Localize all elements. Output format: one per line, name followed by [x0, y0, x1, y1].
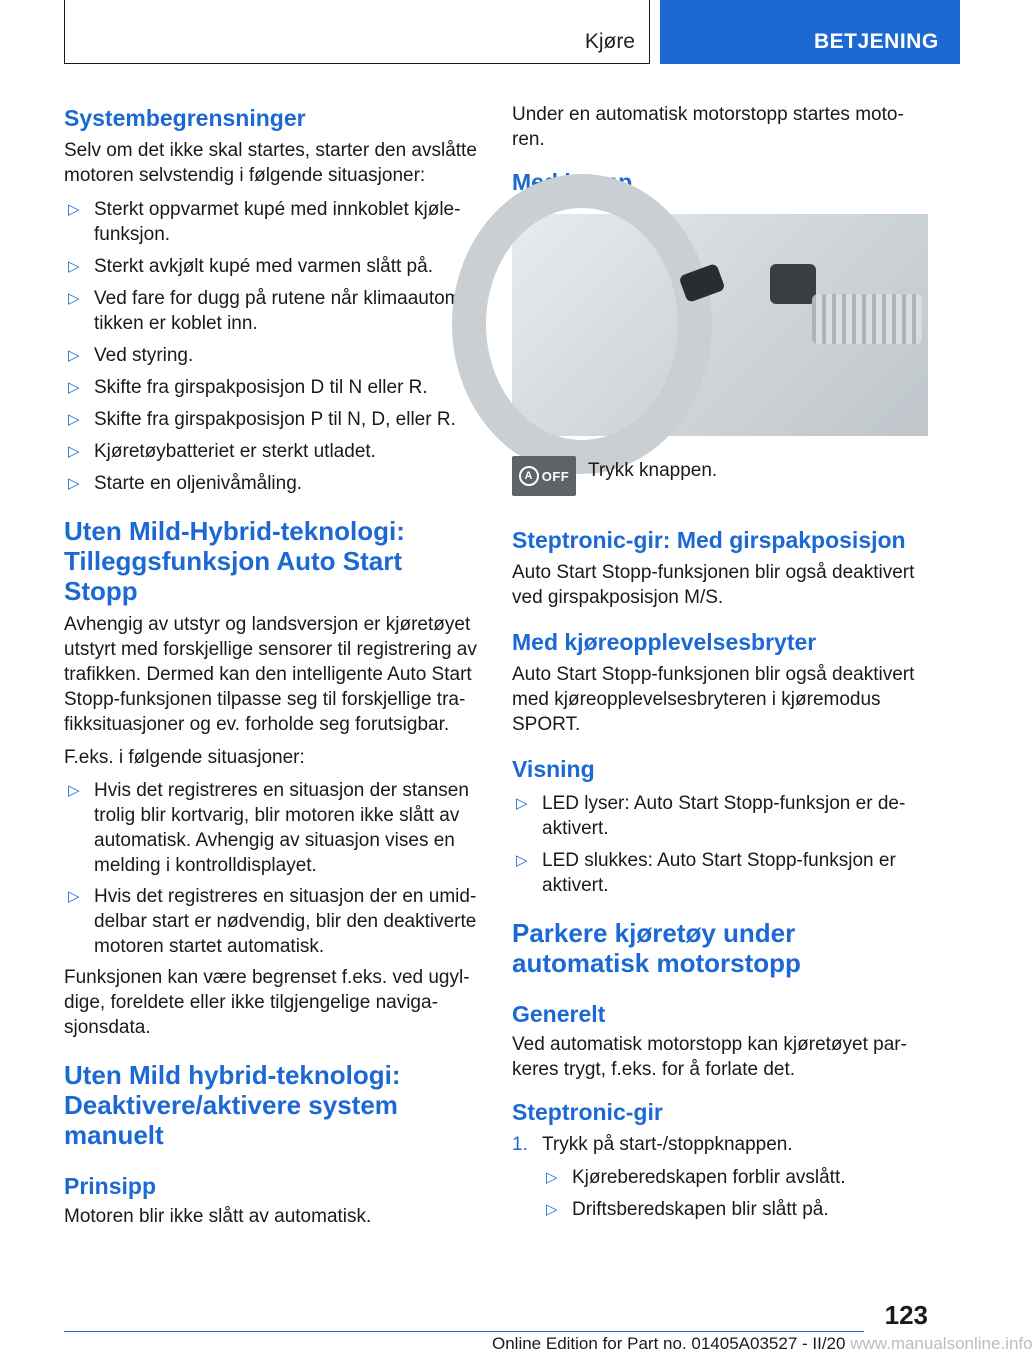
footer-edition — [492, 1334, 1033, 1354]
paragraph-generelt: Ved automatisk motorstopp kan kjøretøyet par-keres trygt, f.eks. for å forlate det. — [512, 1034, 907, 1080]
list-item: ▷ Sterkt oppvarmet kupé med innkoblet kjøle-funksjon. — [68, 199, 461, 245]
triangle-bullet-icon: ▷ — [68, 290, 80, 307]
heading-steptronic-gir: Steptronic-gir — [512, 1099, 663, 1125]
triangle-bullet-icon: ▷ — [68, 258, 80, 275]
header-section-tab — [660, 0, 960, 64]
triangle-bullet-icon: ▷ — [68, 443, 80, 460]
triangle-bullet-icon: ▷ — [68, 782, 80, 799]
heading-visning: Visning — [512, 756, 595, 782]
button-panel-shape — [770, 264, 816, 304]
list-item: ▷ Kjøreberedskapen forblir avslått. — [546, 1167, 846, 1188]
header-chapter: Kjøre — [584, 30, 635, 53]
list-item: ▷ Starte en oljenivåmåling. — [68, 473, 303, 494]
steering-wheel-shape — [452, 174, 712, 474]
header-section: BETJENING — [814, 30, 939, 53]
button-instruction — [512, 456, 928, 504]
triangle-bullet-icon: ▷ — [68, 201, 80, 218]
paragraph-examples-label: F.eks. i følgende situasjoner: — [64, 747, 305, 768]
heading-generelt: Generelt — [512, 1001, 606, 1027]
edition-text: Online Edition for Part no. 01405A03527 - II/20 — [492, 1334, 846, 1353]
triangle-bullet-icon: ▷ — [546, 1169, 558, 1186]
heading-steptronic-girspak: Steptronic-gir: Med girspakposisjon — [512, 527, 906, 553]
triangle-bullet-icon: ▷ — [68, 411, 80, 428]
dashboard-photo — [512, 214, 928, 436]
heading-parkere: Parkere kjøretøy under automatisk motorstopp — [512, 918, 801, 978]
list-item: ▷ Skifte fra girspakposisjon D til N eller R. — [68, 377, 428, 398]
heading-prinsipp: Prinsipp — [64, 1173, 157, 1199]
step-number: 1. — [512, 1134, 528, 1155]
paragraph-tilleggsfunksjon-outro: Funksjonen kan være begrenset f.eks. ved ugyl-dige, foreldete eller ikke tilgjengelige naviga-sjonsdata. — [64, 967, 470, 1038]
list-item: ▷ Kjøretøybatteriet er sterkt utladet. — [68, 441, 376, 462]
triangle-bullet-icon: ▷ — [68, 379, 80, 396]
paragraph-intro: Under en automatisk motorstopp startes moto-ren. — [512, 104, 904, 150]
paragraph-kjoreopplevelse: Auto Start Stopp-funksjonen blir også deaktivert med kjøreopplevelsesbryteren i kjøremodus SPORT. — [512, 664, 915, 735]
list-visning — [512, 791, 928, 898]
paragraph-tilleggsfunksjon: Avhengig av utstyr og landsversjon er kjøretøyet utstyrt med forskjellige sensorer til registrering av trafikken. Dermed kan den intelligente Auto Start Stopp-funksjonen tilpasse seg til forskjellige tra-fikksituasjoner og ev. forholde seg forutsigbar. — [64, 614, 477, 735]
watermark-text: www.manualsonline.info — [850, 1334, 1033, 1353]
list-item: ▷ Ved fare for dugg på rutene når klimaautoma-tikken er koblet inn. — [68, 288, 478, 334]
list-item: ▷ LED lyser: Auto Start Stopp-funksjon er de-aktivert. — [516, 793, 906, 839]
page-header — [0, 0, 960, 66]
heading-med-knapp: Med knapp — [512, 169, 633, 195]
list-tilleggsfunksjon — [64, 778, 480, 959]
air-vent-shape — [812, 294, 922, 344]
list-item: ▷ Skifte fra girspakposisjon P til N, D, eller R. — [68, 409, 456, 430]
paragraph-steptronic-girspak: Auto Start Stopp-funksjonen blir også deaktivert ved girspakposisjon M/S. — [512, 562, 915, 608]
list-systembegrensninger — [64, 197, 480, 496]
list-item: ▷ Driftsberedskapen blir slått på. — [546, 1199, 829, 1220]
triangle-bullet-icon: ▷ — [68, 475, 80, 492]
footer-divider — [64, 1331, 864, 1332]
list-steptronic-steps — [512, 1132, 928, 1157]
heading-kjoreopplevelse: Med kjøreopplevelsesbryter — [512, 629, 817, 655]
list-item: ▷ Ved styring. — [68, 345, 194, 366]
auto-a-glyph-icon: A — [519, 466, 539, 486]
heading-systembegrensninger: Systembegrensninger — [64, 105, 306, 131]
list-item: ▷ LED slukkes: Auto Start Stopp-funksjon er aktivert. — [516, 850, 896, 896]
header-chapter-box — [64, 0, 650, 64]
triangle-bullet-icon: ▷ — [516, 795, 528, 812]
triangle-bullet-icon: ▷ — [68, 888, 80, 905]
auto-start-stop-off-icon: A OFF — [512, 456, 576, 496]
page-number: 123 — [884, 1300, 928, 1330]
triangle-bullet-icon: ▷ — [516, 852, 528, 869]
list-item: 1. Trykk på start-/stoppknappen. — [512, 1134, 793, 1155]
paragraph-systembegrensninger: Selv om det ikke skal startes, starter den avslåtte motoren selvstendig i følgende situasjoner: — [64, 140, 477, 186]
right-column — [512, 100, 928, 1222]
triangle-bullet-icon: ▷ — [546, 1201, 558, 1218]
list-item: ▷ Hvis det registreres en situasjon der stansen trolig blir kortvarig, blir motoren ikke slått av automatisk. Avhengig av situasjon vises en melding i kontrolldisplayet. — [68, 780, 469, 876]
list-item: ▷ Sterkt avkjølt kupé med varmen slått på. — [68, 256, 433, 277]
button-instruction-text: Trykk knappen. — [588, 460, 718, 481]
paragraph-prinsipp: Motoren blir ikke slått av automatisk. — [64, 1206, 372, 1227]
triangle-bullet-icon: ▷ — [68, 347, 80, 364]
left-column — [64, 100, 480, 1229]
list-steptronic-substeps — [542, 1165, 928, 1222]
heading-tilleggsfunksjon: Uten Mild-Hybrid-teknologi: Tilleggsfunksjon Auto Start Stopp — [64, 516, 405, 606]
heading-deaktivere: Uten Mild hybrid-teknologi: Deaktivere/aktivere system manuelt — [64, 1060, 401, 1150]
list-item: ▷ Hvis det registreres en situasjon der en umid-delbar start er nødvendig, blir den deaktiverte motoren startet automatisk. — [68, 886, 477, 957]
